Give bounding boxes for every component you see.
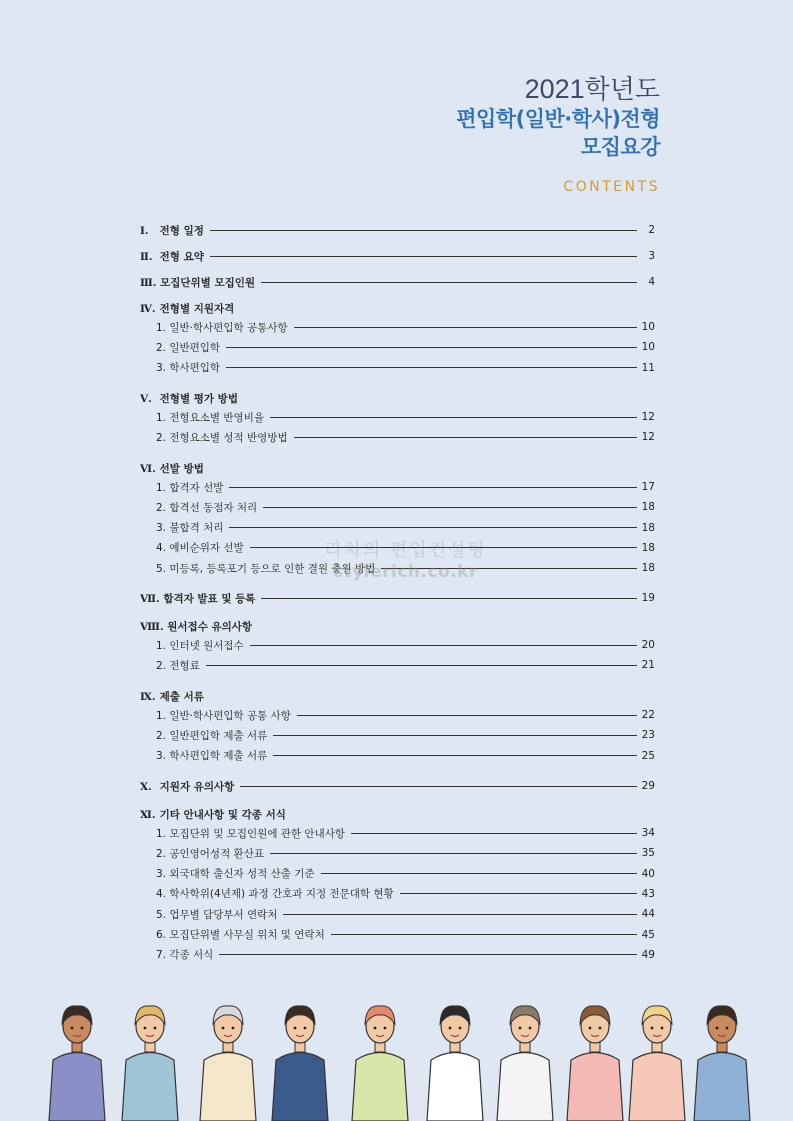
toc-section-label bbox=[140, 689, 206, 704]
toc-leader-line bbox=[263, 507, 637, 508]
toc-section-title: 전형 요약 bbox=[156, 250, 204, 263]
toc-page-number: 12 bbox=[641, 431, 655, 444]
toc-leader-line bbox=[210, 230, 637, 231]
toc-item-label: 1. 모집단위 및 모집인원에 관한 안내사항 bbox=[156, 827, 345, 840]
toc-page-number: 49 bbox=[641, 948, 655, 961]
toc-item bbox=[140, 886, 655, 902]
toc-page-number: 18 bbox=[641, 541, 655, 554]
toc-page-number: 44 bbox=[641, 908, 655, 921]
toc-section-7 bbox=[140, 590, 655, 606]
toc-section-title: 모집단위별 모집인원 bbox=[156, 276, 256, 289]
student-figure bbox=[497, 1006, 553, 1121]
toc-item-label: 1. 합격자 선발 bbox=[156, 481, 224, 494]
toc-section-number: Ⅵ. bbox=[140, 462, 156, 475]
toc-item-label: 6. 모집단위별 사무실 위치 및 연락처 bbox=[156, 929, 325, 941]
toc-item bbox=[140, 429, 655, 445]
toc-leader-line bbox=[331, 934, 637, 935]
toc-section-number: Ⅱ. bbox=[140, 250, 153, 263]
toc-leader-line bbox=[400, 893, 637, 894]
toc-section-9 bbox=[140, 688, 655, 704]
toc-section-title: 기타 안내사항 및 각종 서식 bbox=[156, 808, 286, 821]
toc-page-number: 2 bbox=[648, 224, 655, 236]
toc-item bbox=[140, 845, 655, 861]
toc-item bbox=[140, 499, 655, 515]
toc-item bbox=[140, 866, 655, 882]
toc-item-label: 3. 불합격 처리 bbox=[156, 522, 224, 535]
toc-leader-line bbox=[283, 914, 637, 915]
toc-page-number: 18 bbox=[641, 521, 655, 534]
title-line-2: 모집요강 bbox=[580, 135, 660, 159]
toc-page-number: 19 bbox=[641, 592, 655, 604]
student-figure bbox=[49, 1006, 105, 1121]
toc-section-2 bbox=[140, 248, 655, 264]
toc-item bbox=[140, 339, 655, 355]
toc-page-number: 29 bbox=[641, 780, 655, 792]
toc-page-number: 21 bbox=[641, 659, 655, 672]
toc-section-label bbox=[140, 249, 206, 264]
watermark-line-2: stylerich.co.kr bbox=[332, 562, 478, 582]
toc-page-number: 22 bbox=[641, 709, 655, 721]
toc-section-number: Ⅸ. bbox=[140, 690, 156, 703]
toc-leader-line bbox=[229, 487, 637, 488]
toc-page-number: 10 bbox=[641, 321, 655, 333]
toc-leader-line bbox=[321, 873, 637, 874]
toc-page-number: 18 bbox=[641, 562, 655, 575]
students-illustration bbox=[0, 990, 793, 1121]
toc-section-number: Ⅷ. bbox=[140, 620, 164, 633]
toc-page-number: 3 bbox=[648, 250, 655, 262]
toc-page-number: 35 bbox=[641, 847, 655, 860]
toc-section-label bbox=[140, 301, 236, 316]
toc-item bbox=[140, 520, 655, 536]
student-figure bbox=[272, 1006, 328, 1121]
toc-section-label bbox=[140, 275, 257, 290]
toc-section-3 bbox=[140, 274, 655, 290]
toc-section-label bbox=[140, 619, 254, 634]
toc-item bbox=[140, 927, 655, 943]
toc-leader-line bbox=[261, 598, 637, 599]
toc-leader-line bbox=[219, 954, 637, 955]
toc-section-11 bbox=[140, 806, 655, 822]
toc-section-label bbox=[140, 391, 240, 406]
toc-section-label bbox=[140, 591, 257, 606]
toc-section-label bbox=[140, 779, 236, 794]
student-figure bbox=[122, 1006, 178, 1121]
toc-leader-line bbox=[294, 327, 637, 328]
toc-section-number: Ⅹ. bbox=[140, 780, 152, 793]
student-figure bbox=[629, 1006, 685, 1121]
toc-leader-line bbox=[270, 853, 637, 854]
toc-section-title: 제출 서류 bbox=[156, 690, 204, 703]
toc-section-10 bbox=[140, 778, 655, 794]
toc-page-number: 18 bbox=[641, 501, 655, 514]
toc-item-label: 3. 학사편입학 제출 서류 bbox=[156, 750, 268, 763]
student-figure bbox=[352, 1006, 408, 1121]
toc-page-number: 34 bbox=[641, 827, 655, 839]
toc-section-number: Ⅰ. bbox=[140, 224, 149, 237]
toc-item bbox=[140, 727, 655, 743]
toc-item-label: 2. 합격선 동점자 처리 bbox=[156, 501, 258, 514]
student-figure bbox=[200, 1006, 256, 1121]
toc-item-label: 5. 업무별 담당부서 연락처 bbox=[156, 908, 278, 921]
toc-section-number: Ⅳ. bbox=[140, 302, 156, 315]
toc-item-label: 1. 일반·학사편입학 공통사항 bbox=[156, 321, 288, 334]
toc-leader-line bbox=[273, 755, 637, 756]
toc-item-label: 2. 전형요소별 성적 반영방법 bbox=[156, 431, 288, 444]
toc-leader-line bbox=[297, 715, 637, 716]
toc-item-label: 3. 외국대학 출신자 성적 산출 기준 bbox=[156, 868, 315, 881]
toc-item-label: 1. 인터넷 원서접수 bbox=[156, 639, 244, 652]
toc-leader-line bbox=[294, 437, 637, 438]
toc-item bbox=[140, 825, 655, 841]
year-suffix: 학년도 bbox=[584, 75, 660, 105]
toc-leader-line bbox=[381, 568, 637, 569]
toc-item bbox=[140, 409, 655, 425]
toc-page-number: 43 bbox=[641, 887, 655, 900]
toc-item bbox=[140, 560, 655, 576]
toc-item-label: 4. 예비순위자 선발 bbox=[156, 542, 244, 555]
toc-leader-line bbox=[351, 833, 637, 834]
year: 2021 bbox=[524, 74, 585, 104]
toc-page-number: 17 bbox=[641, 481, 655, 493]
toc-page-number: 45 bbox=[641, 928, 655, 941]
toc-item-label: 5. 미등록, 등록포기 등으로 인한 결원 충원 방법 bbox=[156, 562, 376, 575]
toc-section-title: 지원자 유의사항 bbox=[156, 780, 235, 793]
student-figure bbox=[427, 1006, 483, 1121]
toc-item bbox=[140, 947, 655, 963]
toc-leader-line bbox=[273, 735, 637, 736]
toc-section-number: Ⅺ. bbox=[140, 808, 156, 821]
toc-section-label bbox=[140, 807, 288, 822]
toc-item-label: 1. 일반·학사편입학 공통 사항 bbox=[156, 709, 291, 722]
toc-leader-line bbox=[261, 282, 637, 283]
toc-item bbox=[140, 707, 655, 723]
toc-page-number: 40 bbox=[641, 867, 655, 880]
toc-section-number: Ⅶ. bbox=[140, 592, 160, 605]
toc-leader-line bbox=[240, 786, 637, 787]
toc-section-title: 전형 일정 bbox=[156, 224, 204, 237]
student-figure bbox=[694, 1006, 750, 1121]
toc-item bbox=[140, 657, 655, 673]
toc-item bbox=[140, 479, 655, 495]
toc-item bbox=[140, 637, 655, 653]
toc-item-label: 7. 각종 서식 bbox=[156, 949, 214, 962]
toc-leader-line bbox=[206, 665, 637, 666]
toc-page-number: 12 bbox=[641, 411, 655, 423]
toc-section-1 bbox=[140, 222, 655, 238]
toc-leader-line bbox=[210, 256, 637, 257]
year-line bbox=[456, 74, 660, 105]
toc-item bbox=[140, 906, 655, 922]
toc-section-title: 선발 방법 bbox=[156, 462, 204, 475]
toc-leader-line bbox=[250, 645, 637, 646]
toc-item-label: 2. 일반편입학 bbox=[156, 341, 221, 354]
toc-leader-line bbox=[270, 417, 637, 418]
student-figure bbox=[567, 1006, 623, 1121]
toc-page-number: 10 bbox=[641, 341, 655, 354]
toc-page-number: 25 bbox=[641, 749, 655, 762]
toc-item-label: 2. 공인영어성적 환산표 bbox=[156, 847, 264, 860]
toc-item-label: 3. 학사편입학 bbox=[156, 362, 221, 375]
document-header bbox=[456, 74, 660, 161]
toc-item bbox=[140, 319, 655, 335]
toc-item bbox=[140, 748, 655, 764]
toc-leader-line bbox=[229, 527, 637, 528]
toc-section-number: Ⅴ. bbox=[140, 392, 152, 405]
toc-page-number: 11 bbox=[641, 361, 655, 374]
toc-section-title: 전형별 지원자격 bbox=[156, 302, 235, 315]
toc-item-label: 2. 일반편입학 제출 서류 bbox=[156, 729, 268, 742]
toc-page-number: 4 bbox=[648, 276, 655, 288]
toc-section-label bbox=[140, 461, 206, 476]
toc-section-title: 전형별 평가 방법 bbox=[156, 392, 238, 405]
toc-item-label: 2. 전형료 bbox=[156, 659, 200, 672]
toc-item bbox=[140, 360, 655, 376]
toc-section-title: 원서접수 유의사항 bbox=[163, 620, 253, 633]
title-line-1: 편입학(일반·학사)전형 bbox=[456, 107, 660, 131]
toc-section-4 bbox=[140, 300, 655, 316]
toc-section-8 bbox=[140, 618, 655, 634]
watermark-line-1: 리치의 편입컨설팅 bbox=[324, 540, 487, 561]
toc-section-5 bbox=[140, 390, 655, 406]
toc-item-label: 1. 전형요소별 반영비율 bbox=[156, 411, 264, 424]
toc-page-number: 23 bbox=[641, 729, 655, 742]
toc-page-number: 20 bbox=[641, 639, 655, 651]
toc-item bbox=[140, 540, 655, 556]
toc-leader-line bbox=[226, 367, 637, 368]
contents-label: CONTENTS bbox=[563, 179, 660, 195]
toc-section-6 bbox=[140, 460, 655, 476]
toc-leader-line bbox=[226, 347, 637, 348]
toc-item-label: 4. 학사학위(4년제) 과정 간호과 지정 전문대학 현황 bbox=[156, 888, 394, 901]
toc-section-number: Ⅲ. bbox=[140, 276, 157, 289]
toc-section-title: 합격자 발표 및 등록 bbox=[159, 592, 256, 605]
toc-leader-line bbox=[250, 547, 637, 548]
toc-section-label bbox=[140, 223, 206, 238]
